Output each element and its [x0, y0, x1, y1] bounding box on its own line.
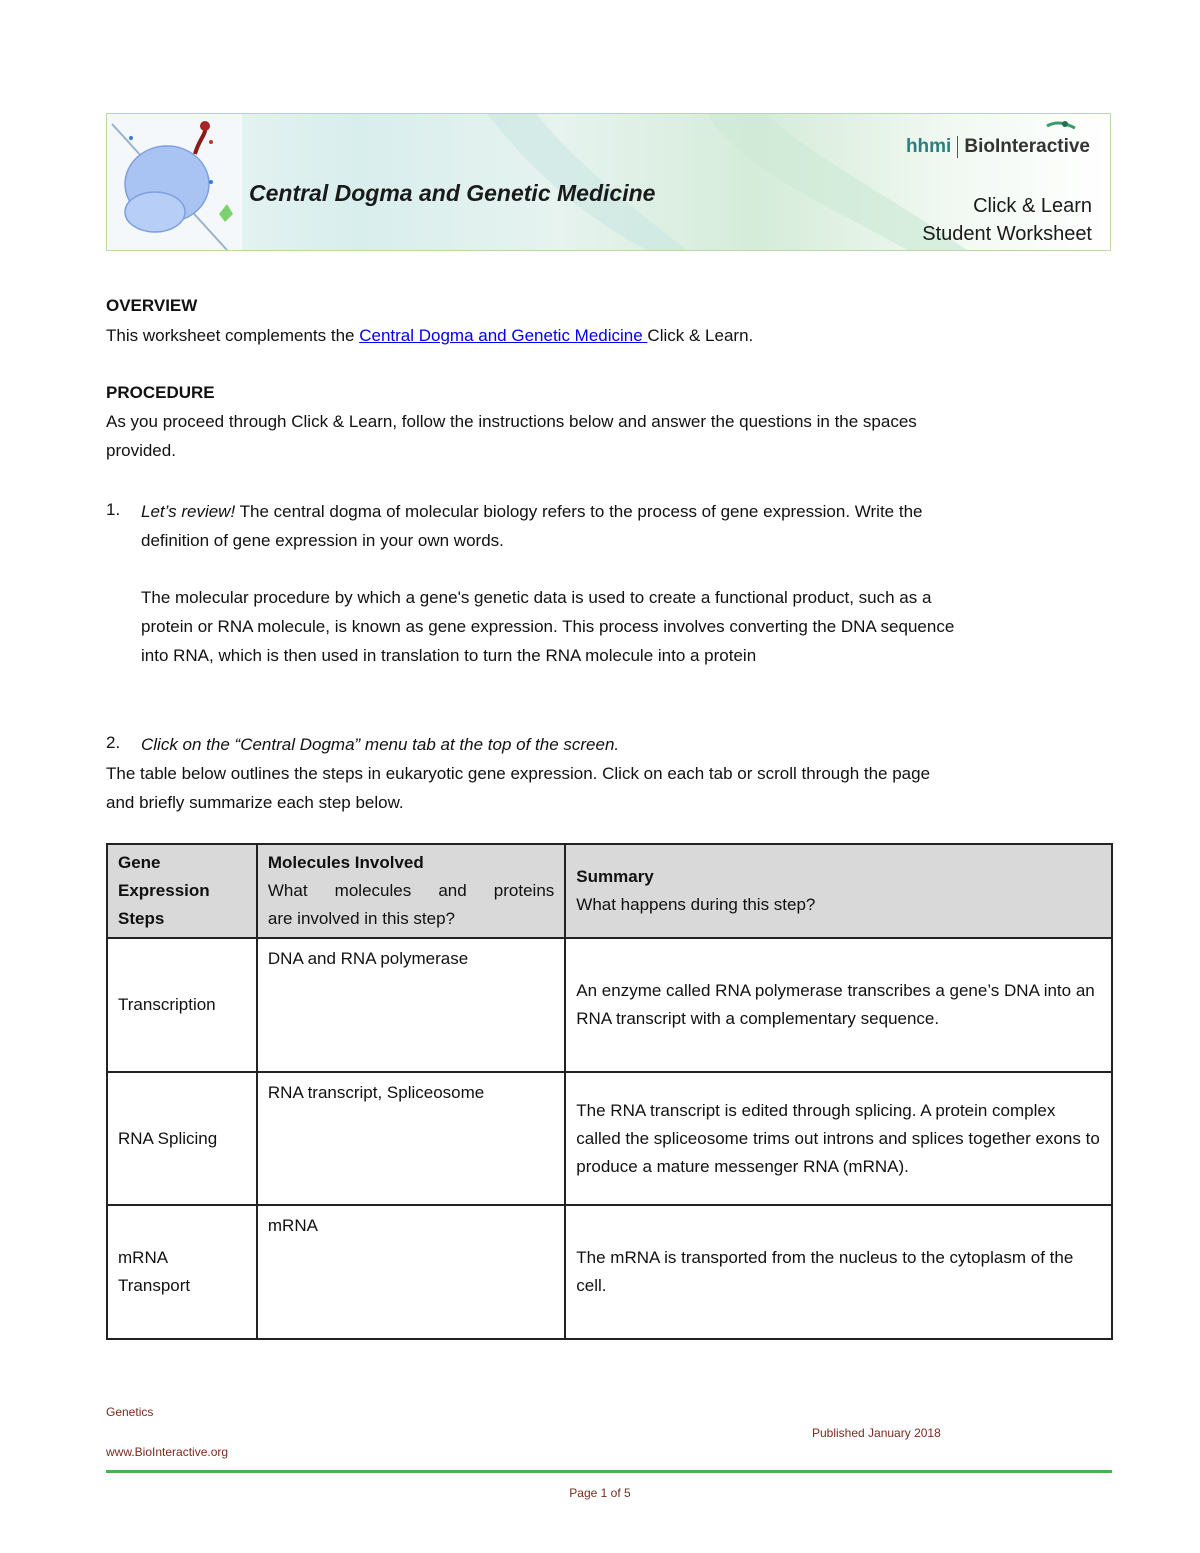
question-1-number: 1.	[106, 500, 121, 519]
footer-website[interactable]: www.BioInteractive.org	[106, 1445, 229, 1459]
question-1-prompt-line-1	[141, 497, 1101, 526]
step-name-line2: Transport	[118, 1276, 191, 1295]
table-header-row	[107, 844, 1112, 938]
procedure-line-2: provided.	[106, 441, 176, 460]
table-row	[107, 938, 1112, 1072]
header-summary	[565, 844, 1112, 938]
footer-published-date: Published January 2018	[812, 1426, 941, 1440]
overview-text-after: Click & Learn.	[647, 326, 754, 345]
step-name-line1: mRNA	[118, 1248, 169, 1267]
question-2-italic: Click on the “Central Dogma” menu tab at the top of the screen.	[141, 735, 620, 754]
question-1-answer-line-2: protein or RNA molecule, is known as gene expression. This process involves converting the DNA sequence	[141, 617, 955, 636]
header-col1-line3: Steps	[118, 909, 165, 928]
worksheet-title: Central Dogma and Genetic Medicine	[249, 180, 656, 206]
header-col1-line1: Gene	[118, 853, 161, 872]
step-name: Transcription	[107, 938, 257, 1072]
question-1-italic: Let’s review!	[141, 502, 236, 521]
procedure-heading: PROCEDURE	[106, 383, 215, 402]
header-col2-desc1: What molecules and proteins	[267, 881, 555, 900]
overview-heading: OVERVIEW	[106, 296, 198, 315]
header-col3-desc: What happens during this step?	[576, 895, 816, 914]
question-2-instruction	[141, 730, 1101, 759]
gene-expression-table	[106, 843, 1113, 1340]
overview-text-before: This worksheet complements the	[106, 326, 360, 345]
banner-subtitle	[922, 192, 1092, 248]
subtitle-student-worksheet: Student Worksheet	[922, 223, 1092, 245]
overview-text	[106, 321, 753, 350]
question-1-rest: The central dogma of molecular biology refers to the process of gene expression. Write the	[235, 502, 923, 521]
question-1-prompt-line-2: definition of gene expression in your own words.	[141, 531, 504, 550]
step-name	[107, 1205, 257, 1339]
molecules-cell: RNA transcript, Spliceosome	[257, 1072, 565, 1205]
logo-hhmi-text: hhmi	[905, 136, 952, 157]
subtitle-click-learn: Click & Learn	[973, 195, 1092, 217]
header-molecules-involved	[257, 844, 565, 938]
question-2-line-2: and briefly summarize each step below.	[106, 793, 404, 812]
hhmi-biointeractive-logo	[906, 136, 1090, 158]
logo-biointeractive-text: BioInteractive	[964, 136, 1090, 157]
summary-cell: The mRNA is transported from the nucleus to the cytoplasm of the cell.	[565, 1205, 1112, 1339]
header-banner	[106, 113, 1111, 251]
molecules-cell: mRNA	[257, 1205, 565, 1339]
question-2-number: 2.	[106, 733, 121, 752]
logo-divider	[957, 136, 958, 158]
header-col2-desc2: are involved in this step?	[267, 909, 455, 928]
central-dogma-link[interactable]: Central Dogma and Genetic Medicine	[359, 326, 648, 345]
table-row	[107, 1205, 1112, 1339]
question-1-answer-line-1: The molecular procedure by which a gene's genetic data is used to create a functional product, such as a	[141, 588, 932, 607]
question-1-answer-line-3: into RNA, which is then used in translation to turn the RNA molecule into a protein	[141, 646, 757, 665]
step-name: RNA Splicing	[107, 1072, 257, 1205]
summary-cell: An enzyme called RNA polymerase transcribes a gene’s DNA into an RNA transcript with a complementary sequence.	[565, 938, 1112, 1072]
table-row	[107, 1072, 1112, 1205]
question-2-line-1: The table below outlines the steps in eukaryotic gene expression. Click on each tab or scroll through the page	[106, 764, 931, 783]
footer-subject: Genetics	[106, 1405, 154, 1419]
header-gene-expression-steps	[107, 844, 257, 938]
header-col3-title: Summary	[576, 867, 654, 886]
header-col2-title: Molecules Involved	[267, 853, 424, 872]
page-number: Page 1 of 5	[569, 1486, 631, 1500]
molecules-cell: DNA and RNA polymerase	[257, 938, 565, 1072]
summary-cell: The RNA transcript is edited through splicing. A protein complex called the spliceosome trims out introns and splices together exons to produce a mature messenger RNA (mRNA).	[565, 1072, 1112, 1205]
footer-divider	[106, 1470, 1112, 1473]
procedure-line-1: As you proceed through Click & Learn, follow the instructions below and answer the questions in the spaces	[106, 412, 917, 431]
header-col1-line2: Expression	[118, 881, 210, 900]
